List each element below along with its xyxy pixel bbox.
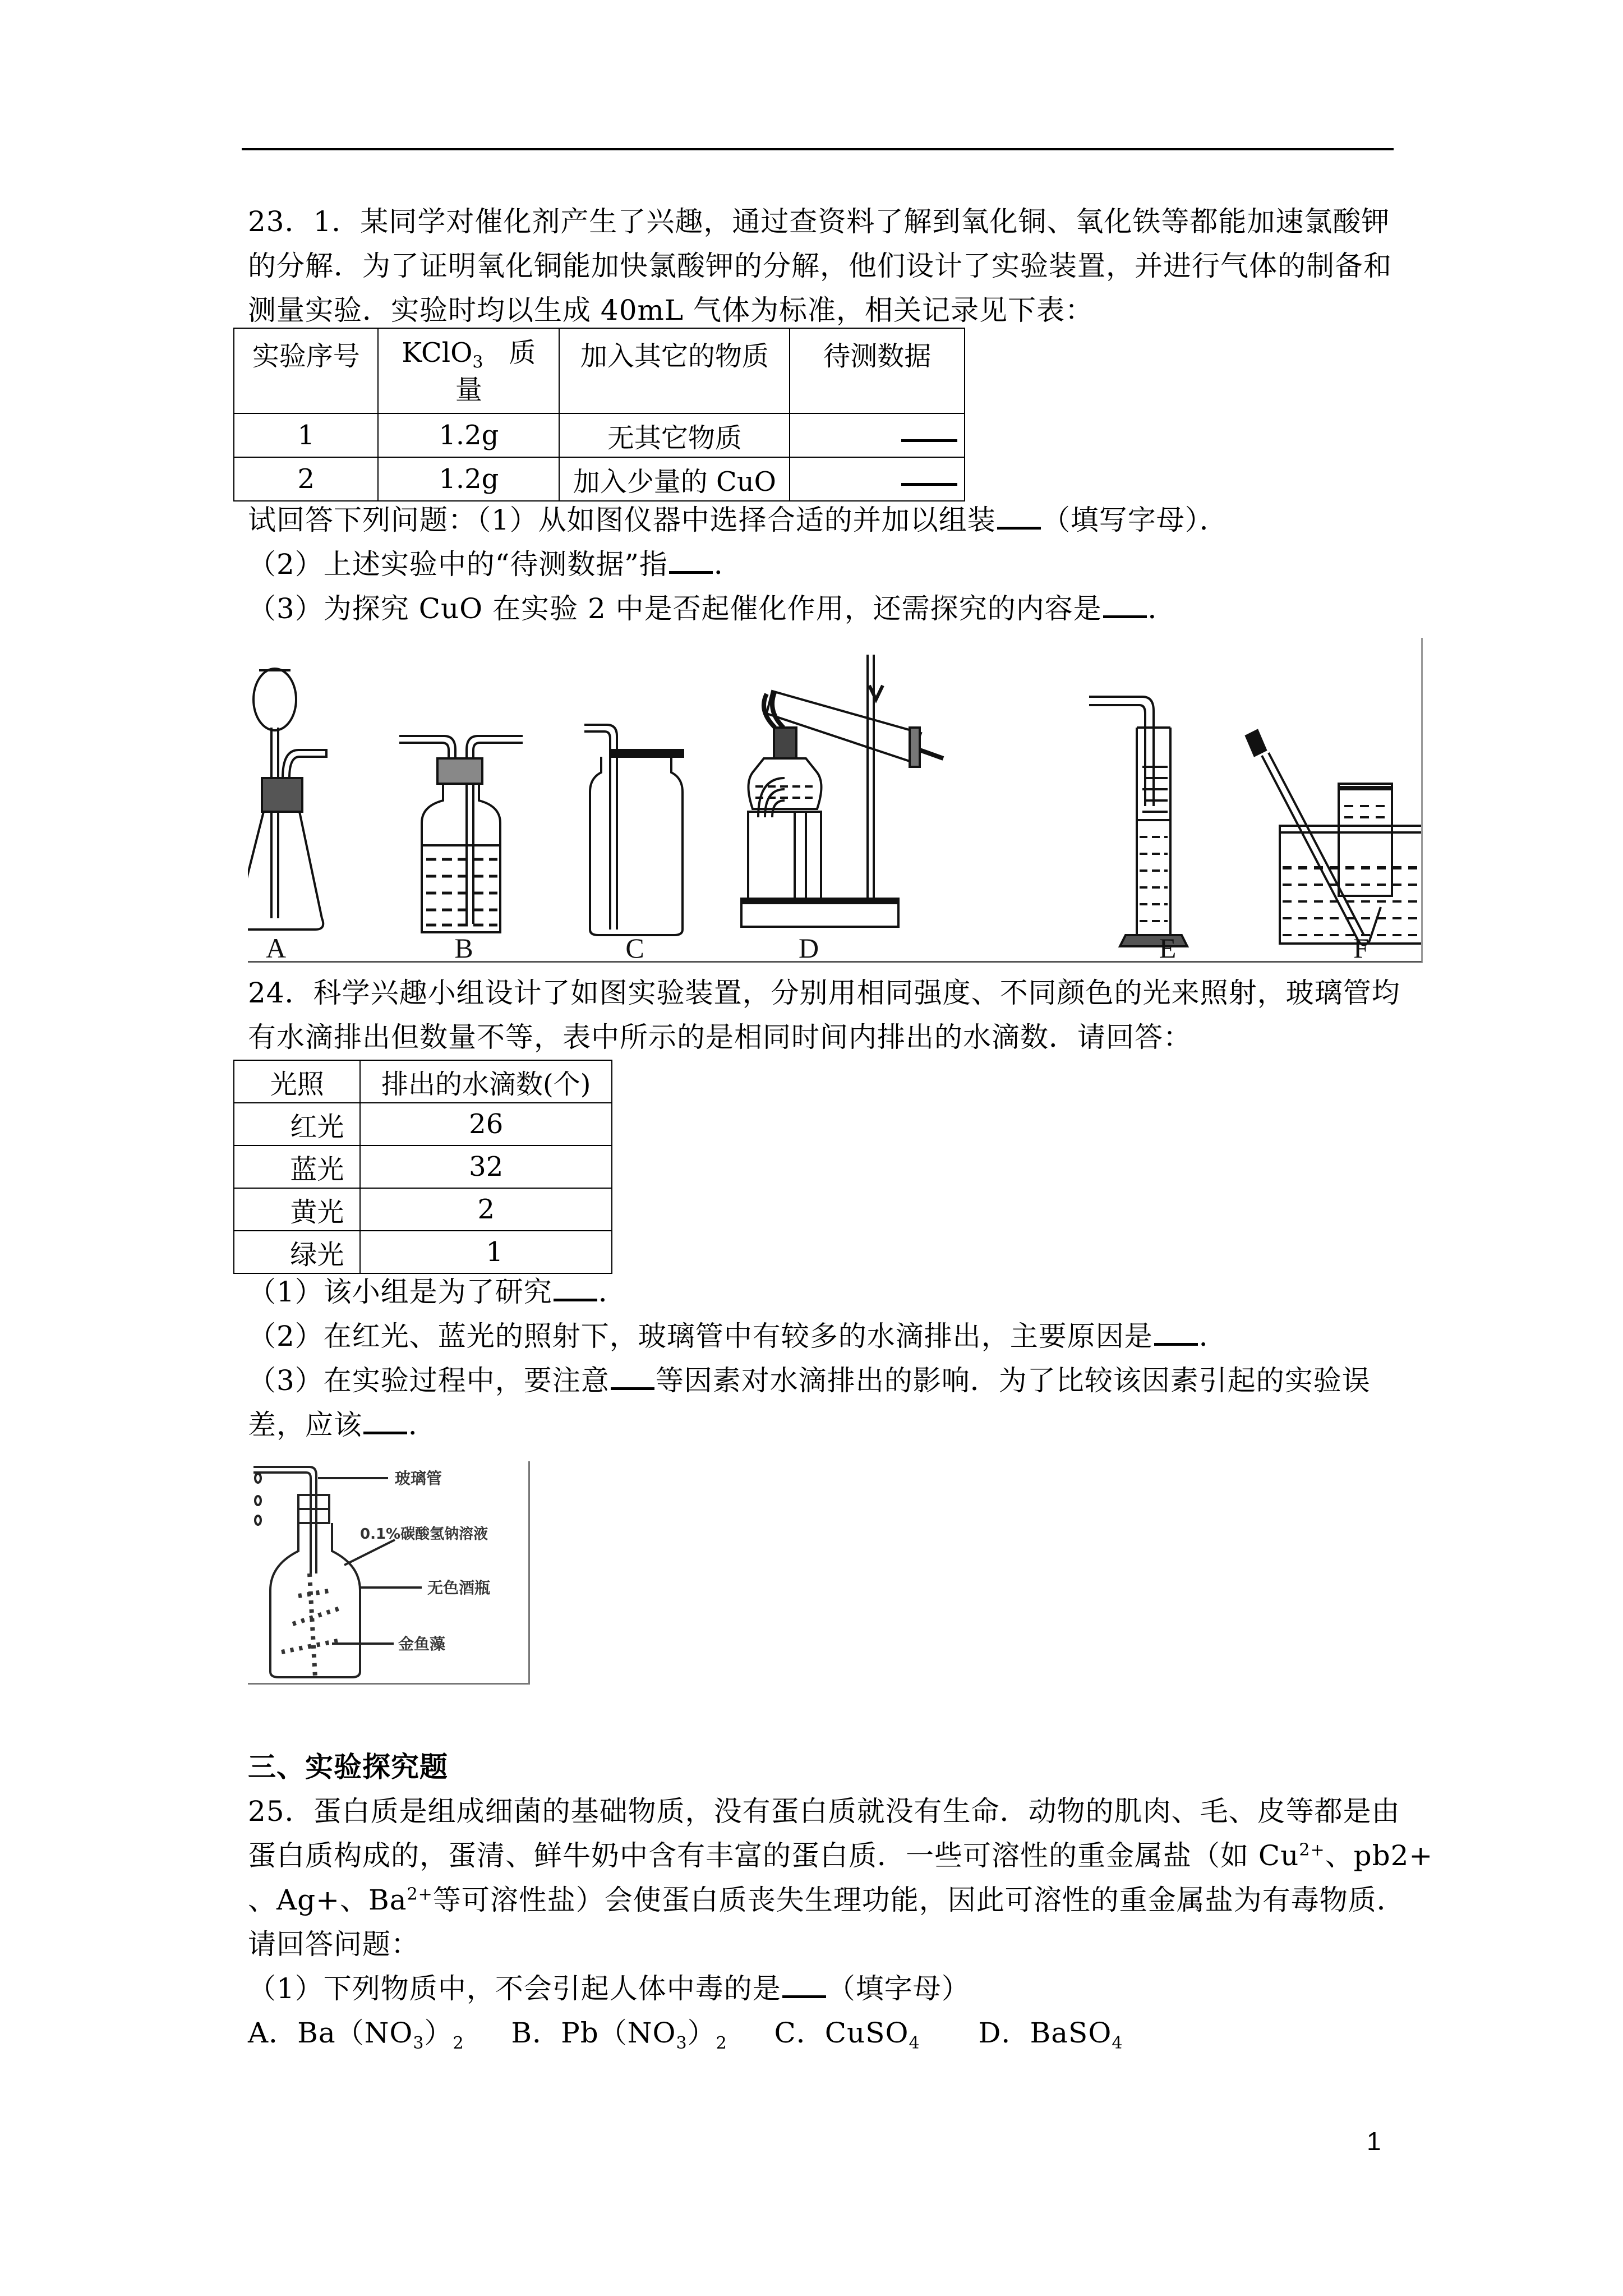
question-text: （3）在实验过程中，要注意 (248, 1364, 610, 1397)
option-sub: 4 (909, 2033, 920, 2053)
q25-line-3 (248, 1883, 1405, 1917)
answer-blank[interactable] (1154, 1322, 1198, 1346)
question-text: （填写字母）． (1041, 504, 1228, 536)
label-bottle: 无色酒瓶 (427, 1579, 491, 1597)
option-c[interactable] (774, 2017, 920, 2053)
q23-line-3: 测量实验．实验时均以生成 40mL 气体为标准，相关记录见下表： (248, 294, 1094, 326)
question-text: （2）上述实验中的“待测数据”指 (248, 548, 668, 581)
q25-text: 、Ag+、Ba (248, 1884, 407, 1916)
label-solution: 0.1%碳酸氢钠溶液 (360, 1526, 488, 1543)
cell-light: 蓝光 (234, 1145, 360, 1188)
answer-blank[interactable] (554, 1277, 597, 1301)
hornwort-plant (282, 1573, 343, 1677)
option-sub: 3 (413, 2033, 425, 2053)
table-row (234, 457, 965, 501)
q25-question-1 (248, 1972, 970, 2005)
label-f: F (1353, 932, 1369, 961)
question-text: ． (408, 1409, 437, 1441)
cell-light: 红光 (234, 1103, 360, 1145)
question-text: （3）为探究 CuO 在实验 2 中是否起催化作用，还需探究的内容是 (248, 592, 1102, 625)
apparatus-svg (248, 638, 1421, 961)
cell-exp-no: 2 (234, 457, 378, 501)
option-text: ） (687, 2017, 716, 2049)
q25-line-4: 请回答问题： (248, 1928, 419, 1961)
option-text: D．BaSO (978, 2017, 1112, 2049)
q24-question-2 (248, 1319, 1228, 1353)
bottle-figure (248, 1461, 530, 1685)
question-text: （填字母） (827, 1972, 970, 2005)
cell-data[interactable] (790, 413, 965, 457)
cell-exp-no: 1 (234, 413, 378, 457)
apparatus-d-heating (741, 655, 943, 927)
table-row (234, 1145, 612, 1188)
cell-light: 绿光 (234, 1231, 360, 1273)
cell-mass: 1.2g (378, 457, 559, 501)
q25-line-2 (248, 1839, 1433, 1872)
question-text: ． (1198, 1320, 1228, 1352)
answer-blank[interactable] (997, 505, 1041, 530)
q23-question-1 (248, 503, 1228, 537)
q24-line-1: 24．科学兴趣小组设计了如图实验装置，分别用相同强度、不同颜色的光来照射，玻璃管均 (248, 977, 1400, 1009)
answer-blank[interactable] (782, 1974, 826, 1998)
q24-question-3 (248, 1364, 1371, 1397)
apparatus-c-bottle (584, 725, 683, 935)
option-sub: 3 (676, 2033, 688, 2053)
cell-drops: 32 (360, 1145, 612, 1188)
q24-table-header-row (234, 1060, 612, 1103)
kclo3-label: KClO (402, 337, 473, 369)
header-drops: 排出的水滴数(个) (360, 1060, 612, 1103)
section-title: 三、实验探究题 (248, 1750, 448, 1783)
kclo3-sub: 3 (472, 352, 483, 372)
answer-blank[interactable] (611, 1366, 654, 1390)
mass-label-2: 量 (455, 374, 482, 406)
cell-other: 加入少量的 CuO (559, 457, 790, 501)
charge-sup: 2+ (407, 1884, 433, 1904)
answer-blank[interactable] (901, 418, 957, 442)
option-sub: 4 (1112, 2033, 1123, 2053)
label-e: E (1159, 932, 1177, 961)
cell-other: 无其它物质 (559, 413, 790, 457)
label-c: C (625, 932, 644, 961)
apparatus-e-cylinder (1089, 697, 1187, 946)
label-tube: 玻璃管 (395, 1469, 442, 1488)
cell-mass: 1.2g (378, 413, 559, 457)
answer-blank[interactable] (363, 1410, 407, 1434)
q23-table (233, 328, 965, 501)
option-b[interactable] (511, 2017, 727, 2053)
question-text: （1）下列物质中，不会引起人体中毒的是 (248, 1972, 781, 2005)
q23-line-2: 的分解．为了证明氧化铜能加快氯酸钾的分解，他们设计了实验装置，并进行气体的制备和 (248, 250, 1392, 282)
apparatus-f-trough (1246, 730, 1421, 945)
answer-blank[interactable] (1103, 594, 1147, 618)
option-text: A．Ba（NO (248, 2017, 413, 2049)
apparatus-a-flask (248, 669, 326, 930)
q25-text: 等可溶性盐）会使蛋白质丧失生理功能，因此可溶性的重金属盐为有毒物质． (432, 1884, 1405, 1916)
table-row (234, 1231, 612, 1273)
label-b: B (454, 932, 473, 961)
question-text: （1）该小组是为了研究 (248, 1276, 552, 1308)
q25-options (248, 2016, 1123, 2053)
header-pending-data: 待测数据 (790, 328, 965, 413)
question-text: ． (598, 1276, 627, 1308)
option-a[interactable] (248, 2017, 464, 2053)
question-text: 试回答下列问题：（1）从如图仪器中选择合适的并加以组装 (248, 504, 996, 536)
q24-table (233, 1060, 612, 1274)
cell-drops: 26 (360, 1103, 612, 1145)
option-text: ） (424, 2017, 453, 2049)
header-exp-no: 实验序号 (234, 328, 378, 413)
cell-drops: 1 (360, 1231, 612, 1273)
q25-text: 蛋白质构成的，蛋清、鲜牛奶中含有丰富的蛋白质．一些可溶性的重金属盐（如 Cu (248, 1839, 1299, 1872)
cell-data[interactable] (790, 457, 965, 501)
header-rule (242, 148, 1394, 150)
table-row (234, 1103, 612, 1145)
label-d: D (798, 932, 819, 961)
apparatus-b-bottle (399, 736, 523, 932)
cell-light: 黄光 (234, 1188, 360, 1231)
option-sub: 2 (453, 2033, 464, 2053)
q23-line-1: 23．1．某同学对催化剂产生了兴趣，通过查资料了解到氧化铜、氧化铁等都能加速氯酸钾 (248, 205, 1390, 238)
page-number: 1 (1367, 2127, 1381, 2156)
q25-line-1: 25．蛋白质是组成细菌的基础物质，没有蛋白质就没有生命．动物的肌肉、毛、皮等都是由 (248, 1795, 1400, 1828)
charge-sup: 2+ (1299, 1840, 1325, 1860)
apparatus-figure (248, 638, 1423, 963)
label-a: A (265, 932, 287, 961)
cell-drops: 2 (360, 1188, 612, 1231)
question-text: ． (713, 548, 743, 581)
glass-tube (253, 1467, 316, 1573)
question-text: （2）在红光、蓝光的照射下，玻璃管中有较多的水滴排出，主要原因是 (248, 1320, 1153, 1352)
answer-blank[interactable] (669, 550, 713, 574)
q23-question-3 (248, 592, 1177, 625)
table-row (234, 413, 965, 457)
question-text: 等因素对水滴排出的影响．为了比较该因素引起的实验误 (655, 1364, 1371, 1397)
header-other-substance: 加入其它的物质 (559, 328, 790, 413)
mass-label-1: 质 (509, 337, 536, 369)
label-plant: 金鱼藻 (398, 1635, 446, 1653)
question-text: ． (1147, 592, 1177, 625)
q24-line-2: 有水滴排出但数量不等，表中所示的是相同时间内排出的水滴数．请回答： (248, 1021, 1192, 1053)
option-sub: 2 (716, 2033, 727, 2053)
q24-question-1 (248, 1275, 627, 1309)
header-light: 光照 (234, 1060, 360, 1103)
q25-text: 、pb2+ (1325, 1839, 1433, 1872)
q23-question-2 (248, 547, 743, 581)
table-row (234, 1188, 612, 1231)
header-kclo3-mass (378, 328, 559, 413)
bottle-svg (248, 1461, 528, 1683)
answer-blank[interactable] (901, 462, 957, 486)
question-text: 差，应该 (248, 1409, 362, 1441)
option-text: B．Pb（NO (511, 2017, 676, 2049)
option-text: C．CuSO (774, 2017, 909, 2049)
q24-question-3-cont (248, 1408, 437, 1442)
option-d[interactable] (978, 2017, 1123, 2053)
q23-table-header-row (234, 328, 965, 413)
